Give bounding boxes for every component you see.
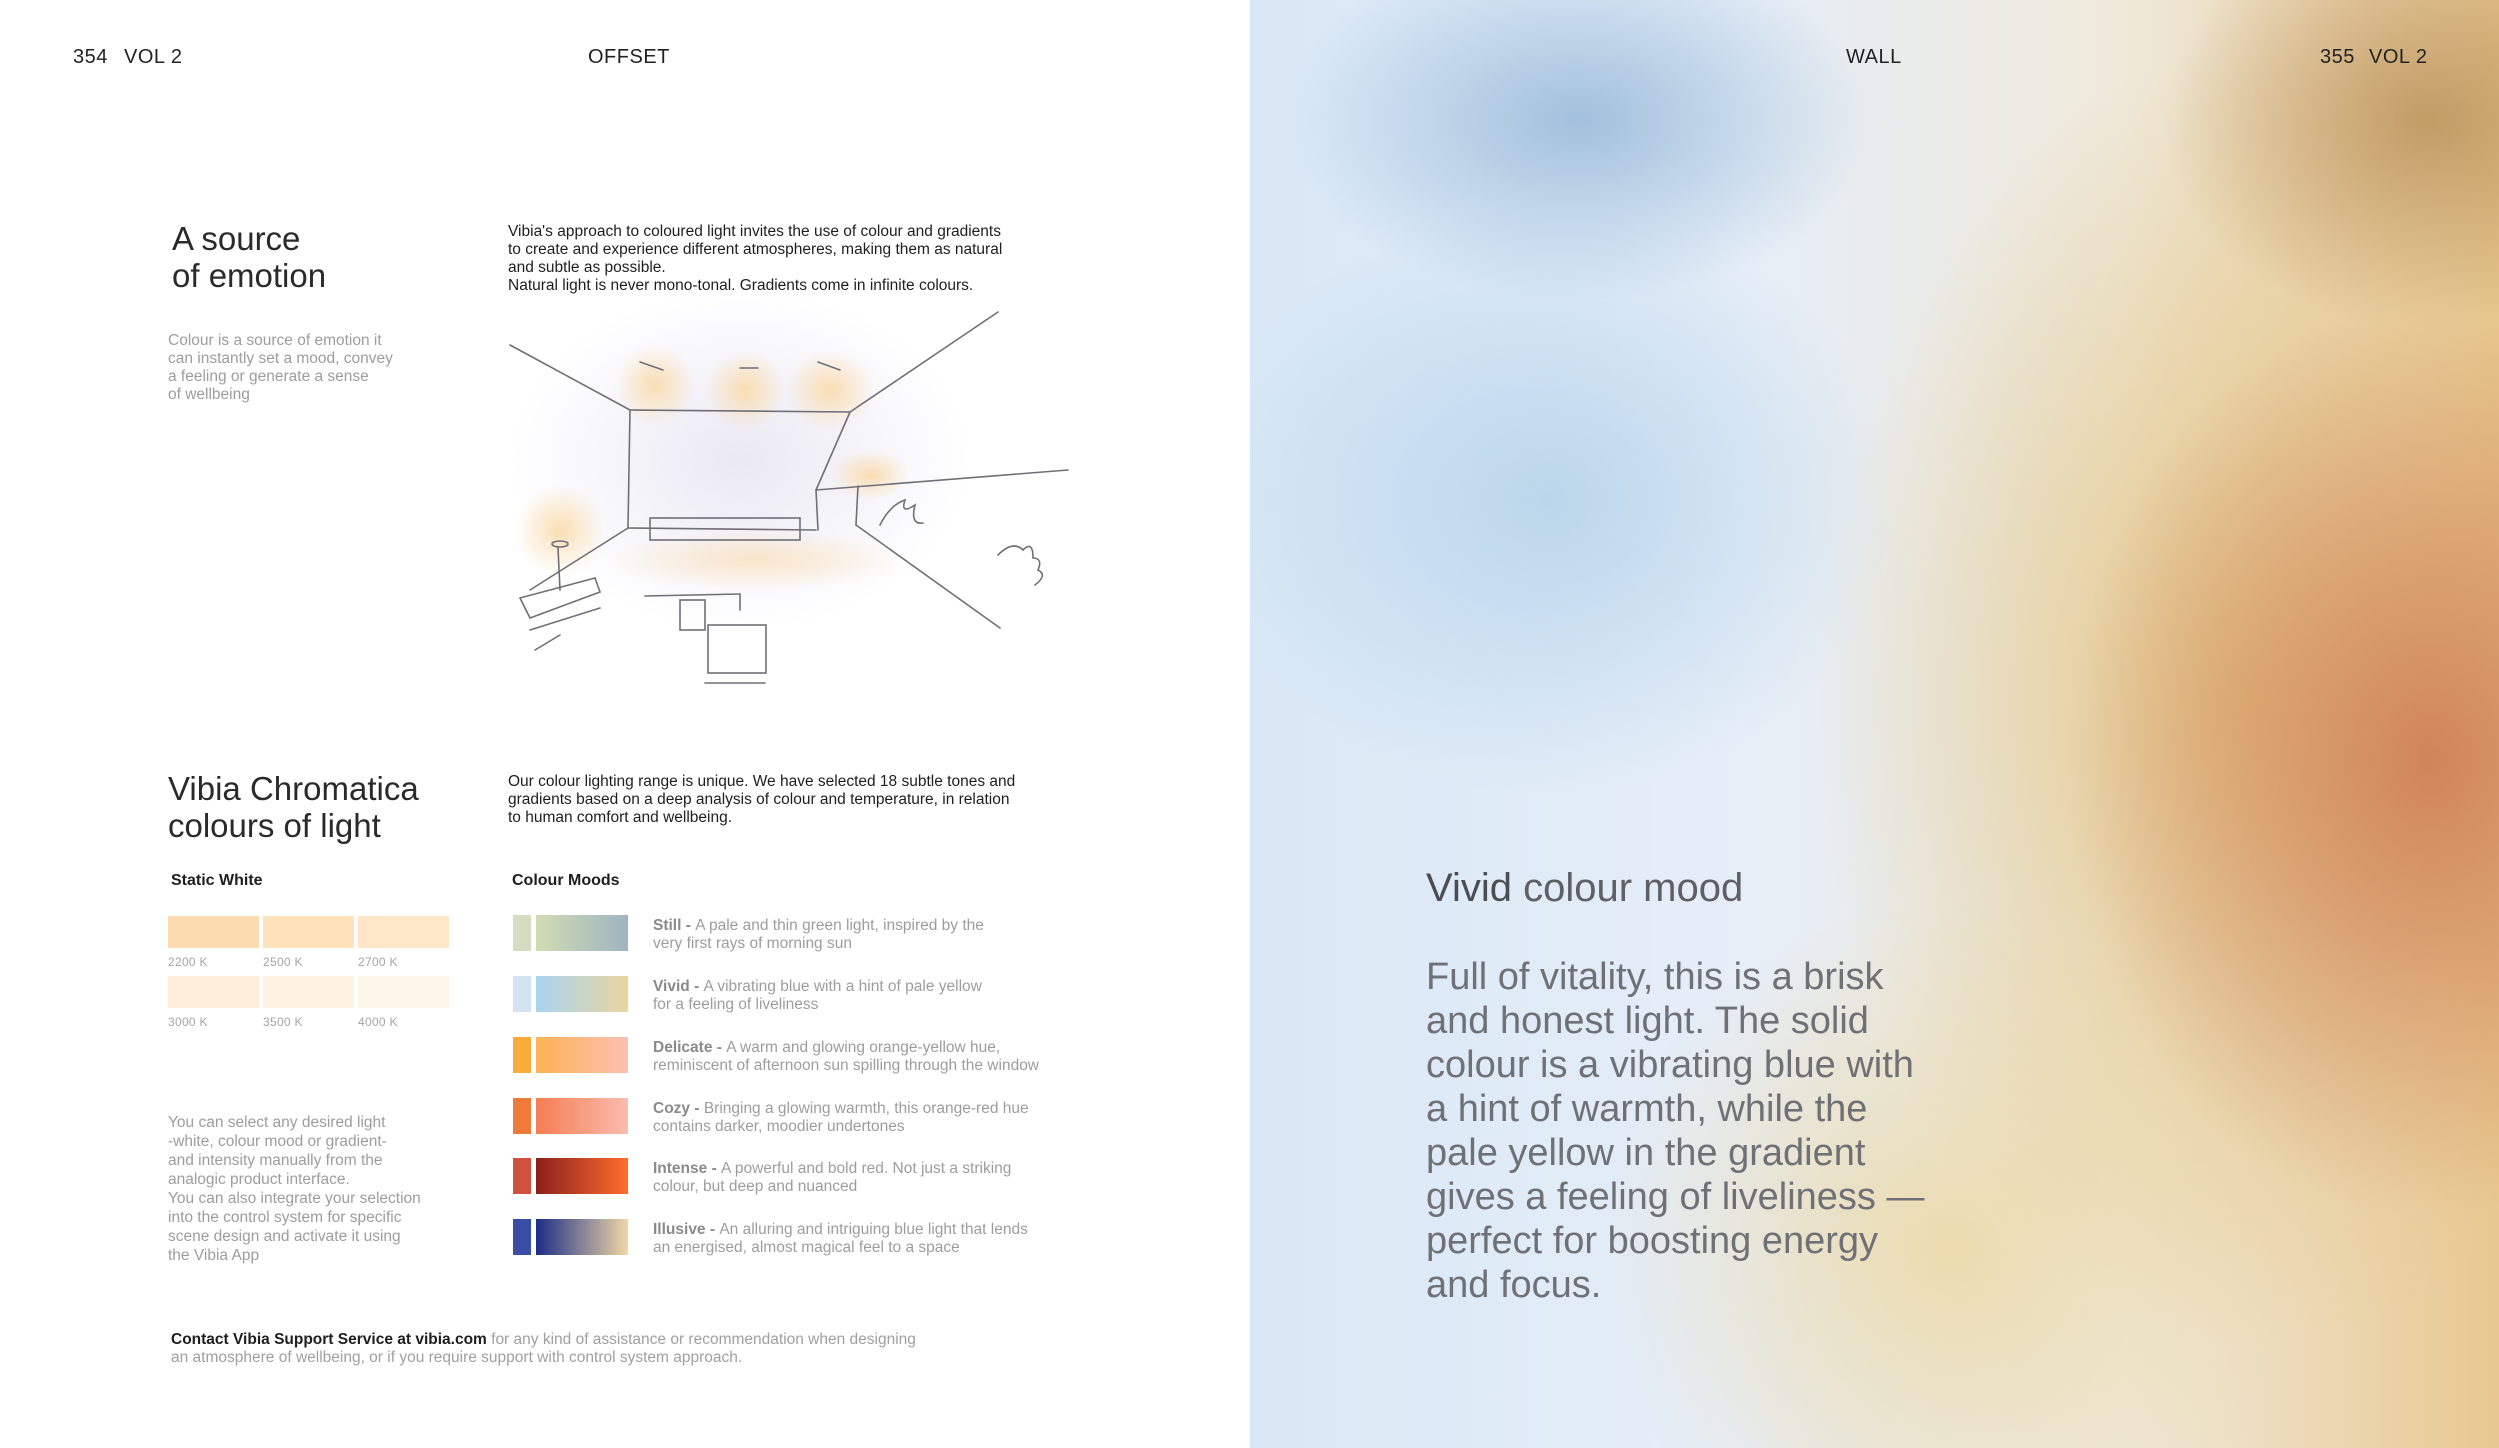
support-link[interactable]: Contact Vibia Support Service at vibia.com	[171, 1331, 487, 1348]
mood-solid-swatch	[513, 976, 531, 1012]
chromatica-title-line2: colours of light	[168, 807, 381, 844]
static-white-swatch	[263, 916, 354, 948]
mood-solid-swatch	[513, 1219, 531, 1255]
static-white-swatch	[358, 976, 449, 1008]
swatch-label: 3500 K	[263, 1015, 303, 1029]
static-white-swatch	[168, 976, 259, 1008]
left-volume: VOL 2	[124, 46, 183, 68]
mood-description: Cozy - Bringing a glowing warmth, this orange-red hue contains darker, moodier undertones	[653, 1100, 1029, 1135]
colour-moods-heading: Colour Moods	[512, 872, 620, 889]
static-white-swatch	[168, 916, 259, 948]
mood-solid-swatch	[513, 1158, 531, 1194]
static-white-swatch	[263, 976, 354, 1008]
mood-description: Still - A pale and thin green light, inspired by the very first rays of morning sun	[653, 917, 984, 952]
swatch-label: 3000 K	[168, 1015, 208, 1029]
mood-gradient-swatch	[536, 1037, 628, 1073]
left-page-number: 354	[73, 46, 108, 68]
mood-gradient-swatch	[536, 1098, 628, 1134]
mood-solid-swatch	[513, 1037, 531, 1073]
vivid-mood-title: Vivid colour mood	[1426, 866, 1744, 910]
right-section-title: WALL	[1846, 46, 1902, 68]
swatch-label: 4000 K	[358, 1015, 398, 1029]
mood-solid-swatch	[513, 1098, 531, 1134]
vivid-mood-description: Full of vitality, this is a brisk and honest light. The solid colour is a vibrating blue with a hint of warmth, while the pale yellow in the gradient gives a feeling of liveliness — perfect for boosting energy and focus.	[1426, 956, 1925, 1306]
source-description: Colour is a source of emotion it can instantly set a mood, convey a feeling or generate a sense of wellbeing	[168, 332, 393, 403]
mood-solid-swatch	[513, 915, 531, 951]
support-footer: Contact Vibia Support Service at vibia.com for any kind of assistance or recommendation when designing an atmosphere of wellbeing, or if you require support with control system approach.	[171, 1331, 916, 1366]
right-volume: VOL 2	[2369, 46, 2428, 68]
chromatica-title-line1: Vibia Chromatica	[168, 770, 419, 807]
source-intro: Vibia's approach to coloured light invites the use of colour and gradients to create and experience different atmospheres, making them as natural and subtle as possible. Natural light is never mono-tonal. Gradients come in infinite colours.	[508, 223, 1003, 294]
static-white-heading: Static White	[171, 872, 263, 889]
mood-description: Intense - A powerful and bold red. Not just a striking colour, but deep and nuanced	[653, 1160, 1012, 1195]
swatch-label: 2700 K	[358, 955, 398, 969]
source-title-line2: of emotion	[172, 257, 327, 294]
source-title	[172, 220, 326, 294]
mood-description: Vivid - A vibrating blue with a hint of pale yellow for a feeling of liveliness	[653, 978, 982, 1013]
mood-description: Delicate - A warm and glowing orange-yellow hue, reminiscent of afternoon sun spilling through the window	[653, 1039, 1040, 1074]
chromatica-intro: Our colour lighting range is unique. We have selected 18 subtle tones and gradients based on a deep analysis of colour and temperature, in relation to human comfort and wellbeing.	[508, 773, 1016, 826]
room-sketch-illustration	[500, 300, 1080, 700]
right-page-number: 355	[2320, 46, 2355, 68]
left-section-title: OFFSET	[588, 46, 670, 68]
mood-description: Illusive - An alluring and intriguing blue light that lends an energised, almost magical feel to a space	[653, 1221, 1028, 1256]
mood-gradient-swatch	[536, 976, 628, 1012]
mood-gradient-swatch	[536, 1158, 628, 1194]
chromatica-title	[168, 770, 419, 844]
right-page-photo	[1250, 0, 2499, 1448]
mood-gradient-swatch	[536, 1219, 628, 1255]
swatch-label: 2200 K	[168, 955, 208, 969]
source-title-line1: A source	[172, 220, 301, 257]
static-white-swatch	[358, 916, 449, 948]
swatch-label: 2500 K	[263, 955, 303, 969]
mood-gradient-swatch	[536, 915, 628, 951]
static-white-note: You can select any desired light -white, colour mood or gradient- and intensity manually from the analogic product interface. You can also integrate your selection into the control system for specific scene design and activate it using the Vibia App	[168, 1114, 421, 1264]
